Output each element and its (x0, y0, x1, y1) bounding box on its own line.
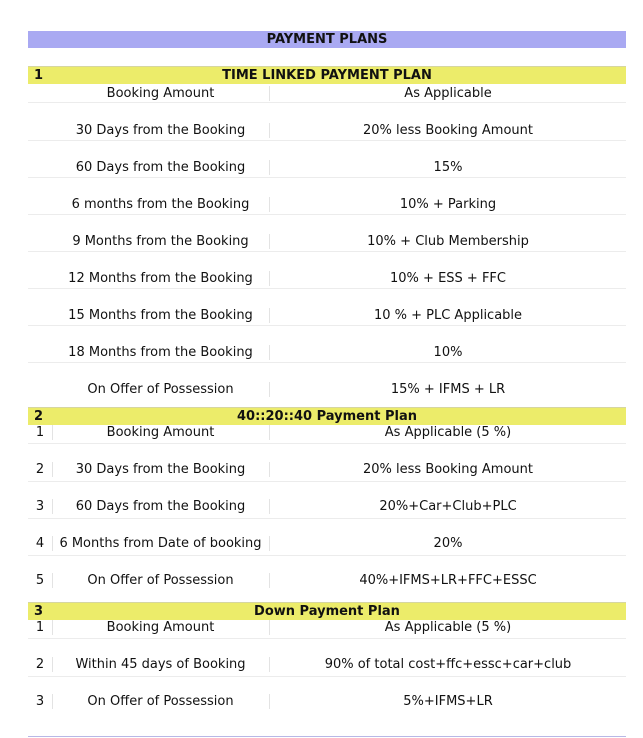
payment-plans-sheet (28, 31, 626, 714)
amount-cell: 20%+Car+Club+PLC (379, 499, 517, 514)
stage-cell: 60 Days from the Booking (52, 499, 270, 514)
stage-cell: Booking Amount (52, 425, 270, 440)
stage-cell: 12 Months from the Booking (52, 271, 270, 286)
section-number: 3 (34, 604, 44, 619)
section-title: Down Payment Plan (254, 604, 400, 619)
row-number: 3 (28, 499, 53, 514)
amount-cell: 10% (433, 345, 463, 360)
amount-cell: As Applicable (5 %) (384, 425, 512, 440)
row-number: 2 (28, 462, 53, 477)
amount-cell: 10% + Parking (399, 197, 497, 212)
stage-cell: Booking Amount (52, 620, 270, 635)
amount-cell: 10% + ESS + FFC (390, 271, 506, 286)
stage-cell: On Offer of Possession (52, 573, 270, 588)
amount-cell: 90% of total cost+ffc+essc+car+club (324, 657, 572, 672)
stage-cell: Booking Amount (52, 86, 270, 101)
amount-cell: 20% less Booking Amount (363, 462, 533, 477)
section-1-body (28, 84, 626, 400)
section-3-header (28, 602, 626, 620)
row-number: 4 (28, 536, 53, 551)
bottom-rule (28, 736, 626, 737)
row-number: 2 (28, 657, 53, 672)
amount-cell: 20% less Booking Amount (363, 123, 533, 138)
stage-cell: 6 Months from Date of booking (52, 536, 270, 551)
amount-cell: 5%+IFMS+LR (403, 694, 493, 709)
amount-cell: 10% + Club Membership (367, 234, 529, 249)
stage-cell: On Offer of Possession (52, 694, 270, 709)
row-number: 5 (28, 573, 53, 588)
amount-cell: 20% (433, 536, 463, 551)
amount-cell: 10 % + PLC Applicable (373, 308, 523, 323)
row-number: 3 (28, 694, 53, 709)
section-title: TIME LINKED PAYMENT PLAN (222, 68, 432, 83)
row-number: 1 (28, 425, 53, 440)
amount-cell: 15% (433, 160, 463, 175)
page-title: PAYMENT PLANS (28, 31, 626, 48)
section-number: 2 (34, 409, 44, 424)
section-2-header (28, 407, 626, 425)
stage-cell: 30 Days from the Booking (52, 462, 270, 477)
section-title: 40::20::40 Payment Plan (237, 409, 417, 424)
stage-cell: 6 months from the Booking (52, 197, 270, 212)
section-number: 1 (34, 68, 44, 83)
row-number: 1 (28, 620, 53, 635)
amount-cell: As Applicable (404, 86, 492, 101)
stage-cell: On Offer of Possession (52, 382, 270, 397)
section-2-body (28, 425, 626, 593)
stage-cell: 18 Months from the Booking (52, 345, 270, 360)
amount-cell: 15% + IFMS + LR (390, 382, 506, 397)
stage-cell: Within 45 days of Booking (52, 657, 270, 672)
section-3-body (28, 620, 626, 714)
section-1-header (28, 66, 626, 84)
stage-cell: 60 Days from the Booking (52, 160, 270, 175)
amount-cell: 40%+IFMS+LR+FFC+ESSC (359, 573, 537, 588)
stage-cell: 30 Days from the Booking (52, 123, 270, 138)
amount-cell: As Applicable (5 %) (384, 620, 512, 635)
stage-cell: 9 Months from the Booking (52, 234, 270, 249)
stage-cell: 15 Months from the Booking (52, 308, 270, 323)
